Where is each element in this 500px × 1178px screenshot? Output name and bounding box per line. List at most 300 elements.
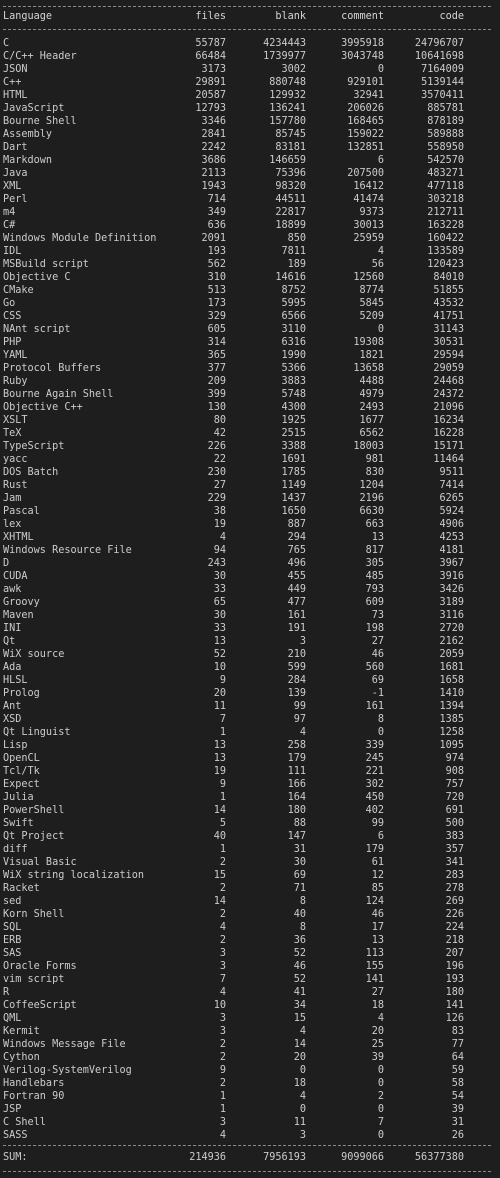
row-files: 513 [207, 285, 226, 296]
table-row [0, 817, 500, 830]
total-divider [3, 1145, 491, 1146]
row-blank: 455 [287, 571, 306, 582]
row-language: IDL [3, 246, 22, 257]
row-files: 209 [207, 376, 226, 387]
row-language: SASS [3, 1130, 28, 1141]
row-comment: 141 [365, 974, 384, 985]
row-files: 2091 [201, 233, 226, 244]
row-files: 2841 [201, 129, 226, 140]
row-blank: 4 [299, 1091, 306, 1102]
row-files: 173 [207, 298, 226, 309]
row-blank: 449 [287, 584, 306, 595]
row-files: 55787 [195, 38, 226, 49]
row-blank: 71 [293, 883, 306, 894]
row-code: 11464 [433, 454, 464, 465]
row-files: 1 [219, 727, 226, 738]
row-blank: 5366 [281, 363, 306, 374]
row-code: 878189 [427, 116, 464, 127]
row-comment: 6 [377, 831, 384, 842]
table-row [0, 869, 500, 882]
row-language: Go [3, 298, 16, 309]
table-row [0, 700, 500, 713]
row-language: R [3, 987, 10, 998]
row-code: 1658 [439, 675, 464, 686]
row-blank: 191 [287, 623, 306, 634]
row-comment: 19308 [353, 337, 384, 348]
row-blank: 284 [287, 675, 306, 686]
row-language: XSLT [3, 415, 28, 426]
table-row [0, 375, 500, 388]
row-blank: 146659 [269, 155, 306, 166]
row-files: 4 [219, 987, 226, 998]
row-code: 24796707 [414, 38, 464, 49]
row-blank: 83181 [275, 142, 306, 153]
row-code: 4181 [439, 545, 464, 556]
row-language: HLSL [3, 675, 28, 686]
row-files: 65 [213, 597, 226, 608]
row-code: 2059 [439, 649, 464, 660]
row-language: Assembly [3, 129, 53, 140]
row-comment: 8 [377, 714, 384, 725]
table-row [0, 128, 500, 141]
row-code: 303218 [427, 194, 464, 205]
row-comment: 817 [365, 545, 384, 556]
table-row [0, 765, 500, 778]
row-files: 314 [207, 337, 226, 348]
table-row [0, 609, 500, 622]
row-comment: 0 [377, 727, 384, 738]
row-code: 141 [445, 1000, 464, 1011]
row-code: 7164009 [421, 64, 464, 75]
row-comment: 179 [365, 844, 384, 855]
row-code: 720 [445, 792, 464, 803]
row-files: 10 [213, 662, 226, 673]
table-row [0, 791, 500, 804]
row-blank: 1990 [281, 350, 306, 361]
table-row [0, 76, 500, 89]
row-files: 2 [219, 857, 226, 868]
row-code: 483271 [427, 168, 464, 179]
table-row [0, 973, 500, 986]
row-blank: 97 [293, 714, 306, 725]
row-comment: 830 [365, 467, 384, 478]
row-files: 714 [207, 194, 226, 205]
total-files: 214936 [189, 1152, 226, 1163]
row-code: 5924 [439, 506, 464, 517]
row-comment: 32941 [353, 90, 384, 101]
row-code: 29594 [433, 350, 464, 361]
row-language: CoffeeScript [3, 1000, 77, 1011]
row-comment: 1821 [359, 350, 384, 361]
row-comment: 6562 [359, 428, 384, 439]
row-files: 3 [219, 1026, 226, 1037]
row-blank: 258 [287, 740, 306, 751]
row-code: 341 [445, 857, 464, 868]
row-language: PHP [3, 337, 22, 348]
row-language: Bourne Shell [3, 116, 77, 127]
row-blank: 1785 [281, 467, 306, 478]
row-blank: 1650 [281, 506, 306, 517]
row-blank: 5748 [281, 389, 306, 400]
row-comment: 6 [377, 155, 384, 166]
row-blank: 8752 [281, 285, 306, 296]
row-comment: 161 [365, 701, 384, 712]
row-language: Rust [3, 480, 28, 491]
row-code: 500 [445, 818, 464, 829]
table-row [0, 1038, 500, 1051]
table-row [0, 63, 500, 76]
row-comment: 13658 [353, 363, 384, 374]
row-files: 4 [219, 532, 226, 543]
row-files: 2 [219, 883, 226, 894]
total-label: SUM: [3, 1152, 28, 1163]
row-files: 20 [213, 688, 226, 699]
row-code: 196 [445, 961, 464, 972]
row-comment: 206026 [347, 103, 384, 114]
row-language: Pascal [3, 506, 40, 517]
row-comment: 0 [377, 1130, 384, 1141]
table-row [0, 999, 500, 1012]
row-files: 29891 [195, 77, 226, 88]
row-language: C Shell [3, 1117, 46, 1128]
row-code: 1258 [439, 727, 464, 738]
row-code: 59 [451, 1065, 464, 1076]
row-code: 6265 [439, 493, 464, 504]
table-row [0, 310, 500, 323]
row-files: 2113 [201, 168, 226, 179]
row-code: 885781 [427, 103, 464, 114]
table-row [0, 362, 500, 375]
table-row [0, 1129, 500, 1142]
table-row [0, 245, 500, 258]
row-blank: 52 [293, 948, 306, 959]
row-language: CUDA [3, 571, 28, 582]
table-row [0, 1064, 500, 1077]
row-code: 542570 [427, 155, 464, 166]
row-files: 399 [207, 389, 226, 400]
row-blank: 3 [299, 636, 306, 647]
row-language: CSS [3, 311, 22, 322]
row-language: MSBuild script [3, 259, 89, 270]
row-files: 20587 [195, 90, 226, 101]
row-files: 3 [219, 948, 226, 959]
row-blank: 599 [287, 662, 306, 673]
row-files: 2 [219, 1052, 226, 1063]
row-files: 1 [219, 792, 226, 803]
row-blank: 75396 [275, 168, 306, 179]
row-files: 4 [219, 1130, 226, 1141]
row-code: 39 [451, 1104, 464, 1115]
row-code: 269 [445, 896, 464, 907]
row-comment: 793 [365, 584, 384, 595]
row-files: 10 [213, 1000, 226, 1011]
row-blank: 7811 [281, 246, 306, 257]
row-code: 974 [445, 753, 464, 764]
row-language: Tcl/Tk [3, 766, 40, 777]
table-row [0, 492, 500, 505]
row-language: NAnt script [3, 324, 71, 335]
row-blank: 3883 [281, 376, 306, 387]
table-row [0, 622, 500, 635]
table-row [0, 856, 500, 869]
row-comment: 124 [365, 896, 384, 907]
row-blank: 8 [299, 922, 306, 933]
row-code: 54 [451, 1091, 464, 1102]
row-comment: 27 [371, 636, 384, 647]
table-row [0, 37, 500, 50]
row-code: 24372 [433, 389, 464, 400]
header-divider [3, 29, 491, 30]
row-code: 3916 [439, 571, 464, 582]
row-language: TeX [3, 428, 22, 439]
bottom-divider [3, 1171, 491, 1172]
row-blank: 147 [287, 831, 306, 842]
row-language: Ada [3, 662, 22, 673]
row-language: ERB [3, 935, 22, 946]
row-code: 193 [445, 974, 464, 985]
table-row [0, 115, 500, 128]
row-language: Protocol Buffers [3, 363, 102, 374]
row-comment: 4979 [359, 389, 384, 400]
row-language: Objective C++ [3, 402, 83, 413]
table-row [0, 557, 500, 570]
row-code: 29059 [433, 363, 464, 374]
header-comment: comment [341, 11, 384, 22]
row-files: 13 [213, 636, 226, 647]
row-files: 42 [213, 428, 226, 439]
row-files: 3 [219, 1117, 226, 1128]
row-code: 589888 [427, 129, 464, 140]
row-code: 10641698 [414, 51, 464, 62]
table-row [0, 1103, 500, 1116]
row-code: 126 [445, 1013, 464, 1024]
row-language: Windows Module Definition [3, 233, 157, 244]
table-row [0, 726, 500, 739]
row-code: 1394 [439, 701, 464, 712]
table-row [0, 908, 500, 921]
row-comment: 8774 [359, 285, 384, 296]
row-comment: 302 [365, 779, 384, 790]
row-comment: 929101 [347, 77, 384, 88]
row-comment: 663 [365, 519, 384, 530]
row-files: 13 [213, 753, 226, 764]
row-files: 230 [207, 467, 226, 478]
row-code: 30531 [433, 337, 464, 348]
row-code: 160422 [427, 233, 464, 244]
row-files: 193 [207, 246, 226, 257]
table-row [0, 154, 500, 167]
row-comment: 560 [365, 662, 384, 673]
row-files: 3173 [201, 64, 226, 75]
row-language: JSON [3, 64, 28, 75]
header-files: files [195, 11, 226, 22]
row-code: 757 [445, 779, 464, 790]
row-blank: 4234443 [263, 38, 306, 49]
row-blank: 850 [287, 233, 306, 244]
row-language: YAML [3, 350, 28, 361]
row-comment: 4 [377, 1013, 384, 1024]
row-blank: 1739977 [263, 51, 306, 62]
row-files: 2 [219, 1078, 226, 1089]
row-comment: 4488 [359, 376, 384, 387]
row-files: 329 [207, 311, 226, 322]
row-language: Ruby [3, 376, 28, 387]
row-language: Maven [3, 610, 34, 621]
row-blank: 157780 [269, 116, 306, 127]
row-code: 558950 [427, 142, 464, 153]
row-code: 84010 [433, 272, 464, 283]
row-comment: 41474 [353, 194, 384, 205]
row-comment: 159022 [347, 129, 384, 140]
row-comment: 221 [365, 766, 384, 777]
row-language: SAS [3, 948, 22, 959]
row-blank: 496 [287, 558, 306, 569]
row-language: Qt [3, 636, 16, 647]
row-code: 3189 [439, 597, 464, 608]
table-row [0, 388, 500, 401]
row-files: 2 [219, 935, 226, 946]
header-code: code [439, 11, 464, 22]
row-files: 9 [219, 675, 226, 686]
row-language: Dart [3, 142, 28, 153]
table-row [0, 960, 500, 973]
table-row [0, 661, 500, 674]
row-language: Oracle Forms [3, 961, 77, 972]
row-language: sed [3, 896, 22, 907]
row-language: Korn Shell [3, 909, 65, 920]
row-files: 13 [213, 740, 226, 751]
row-blank: 166 [287, 779, 306, 790]
row-blank: 6566 [281, 311, 306, 322]
row-files: 3686 [201, 155, 226, 166]
row-language: SQL [3, 922, 22, 933]
table-row [0, 570, 500, 583]
row-blank: 129932 [269, 90, 306, 101]
row-comment: 73 [371, 610, 384, 621]
row-comment: 46 [371, 909, 384, 920]
table-row [0, 427, 500, 440]
header-blank: blank [275, 11, 306, 22]
row-blank: 6316 [281, 337, 306, 348]
total-blank: 7956193 [263, 1152, 306, 1163]
row-language: DOS Batch [3, 467, 59, 478]
table-row [0, 648, 500, 661]
row-code: 133589 [427, 246, 464, 257]
table-row [0, 1012, 500, 1025]
row-code: 31143 [433, 324, 464, 335]
row-files: 636 [207, 220, 226, 231]
row-language: Visual Basic [3, 857, 77, 868]
row-code: 180 [445, 987, 464, 998]
row-blank: 1925 [281, 415, 306, 426]
row-code: 15171 [433, 441, 464, 452]
table-row [0, 713, 500, 726]
row-files: 3 [219, 961, 226, 972]
row-blank: 18 [293, 1078, 306, 1089]
row-code: 77 [451, 1039, 464, 1050]
row-files: 11 [213, 701, 226, 712]
table-row [0, 141, 500, 154]
row-files: 30 [213, 610, 226, 621]
row-comment: 981 [365, 454, 384, 465]
row-code: 9511 [439, 467, 464, 478]
table-row [0, 544, 500, 557]
row-files: 33 [213, 623, 226, 634]
row-language: Racket [3, 883, 40, 894]
row-code: 1410 [439, 688, 464, 699]
table-row [0, 336, 500, 349]
row-code: 218 [445, 935, 464, 946]
table-row [0, 297, 500, 310]
table-row [0, 843, 500, 856]
row-language: Julia [3, 792, 34, 803]
row-files: 12793 [195, 103, 226, 114]
row-comment: 3043748 [341, 51, 384, 62]
row-blank: 41 [293, 987, 306, 998]
row-files: 1 [219, 1091, 226, 1102]
row-language: Bourne Again Shell [3, 389, 114, 400]
row-comment: 339 [365, 740, 384, 751]
row-comment: 5845 [359, 298, 384, 309]
row-comment: 132851 [347, 142, 384, 153]
row-comment: 13 [371, 532, 384, 543]
row-language: Lisp [3, 740, 28, 751]
top-divider [3, 6, 491, 7]
row-language: XSD [3, 714, 22, 725]
row-code: 24468 [433, 376, 464, 387]
total-code: 56377380 [414, 1152, 464, 1163]
row-comment: 155 [365, 961, 384, 972]
row-blank: 14616 [275, 272, 306, 283]
row-files: 562 [207, 259, 226, 270]
row-blank: 30 [293, 857, 306, 868]
row-blank: 69 [293, 870, 306, 881]
table-row [0, 206, 500, 219]
table-row [0, 947, 500, 960]
row-code: 64 [451, 1052, 464, 1063]
row-language: Jam [3, 493, 22, 504]
row-code: 43532 [433, 298, 464, 309]
row-language: PowerShell [3, 805, 65, 816]
row-language: INI [3, 623, 22, 634]
row-files: 38 [213, 506, 226, 517]
row-language: Expect [3, 779, 40, 790]
row-blank: 99 [293, 701, 306, 712]
row-language: Groovy [3, 597, 40, 608]
row-files: 19 [213, 766, 226, 777]
row-language: Handlebars [3, 1078, 65, 1089]
row-language: Perl [3, 194, 28, 205]
row-language: QML [3, 1013, 22, 1024]
row-language: C# [3, 220, 16, 231]
table-row [0, 453, 500, 466]
table-row [0, 102, 500, 115]
header-language: Language [3, 11, 53, 22]
table-row [0, 440, 500, 453]
row-files: 52 [213, 649, 226, 660]
row-language: Fortran 90 [3, 1091, 65, 1102]
row-comment: 0 [377, 1104, 384, 1115]
row-comment: 5209 [359, 311, 384, 322]
row-blank: 189 [287, 259, 306, 270]
row-comment: 198 [365, 623, 384, 634]
row-comment: 450 [365, 792, 384, 803]
row-comment: 13 [371, 935, 384, 946]
table-row [0, 1025, 500, 1038]
row-blank: 179 [287, 753, 306, 764]
row-language: XML [3, 181, 22, 192]
table-row [0, 986, 500, 999]
